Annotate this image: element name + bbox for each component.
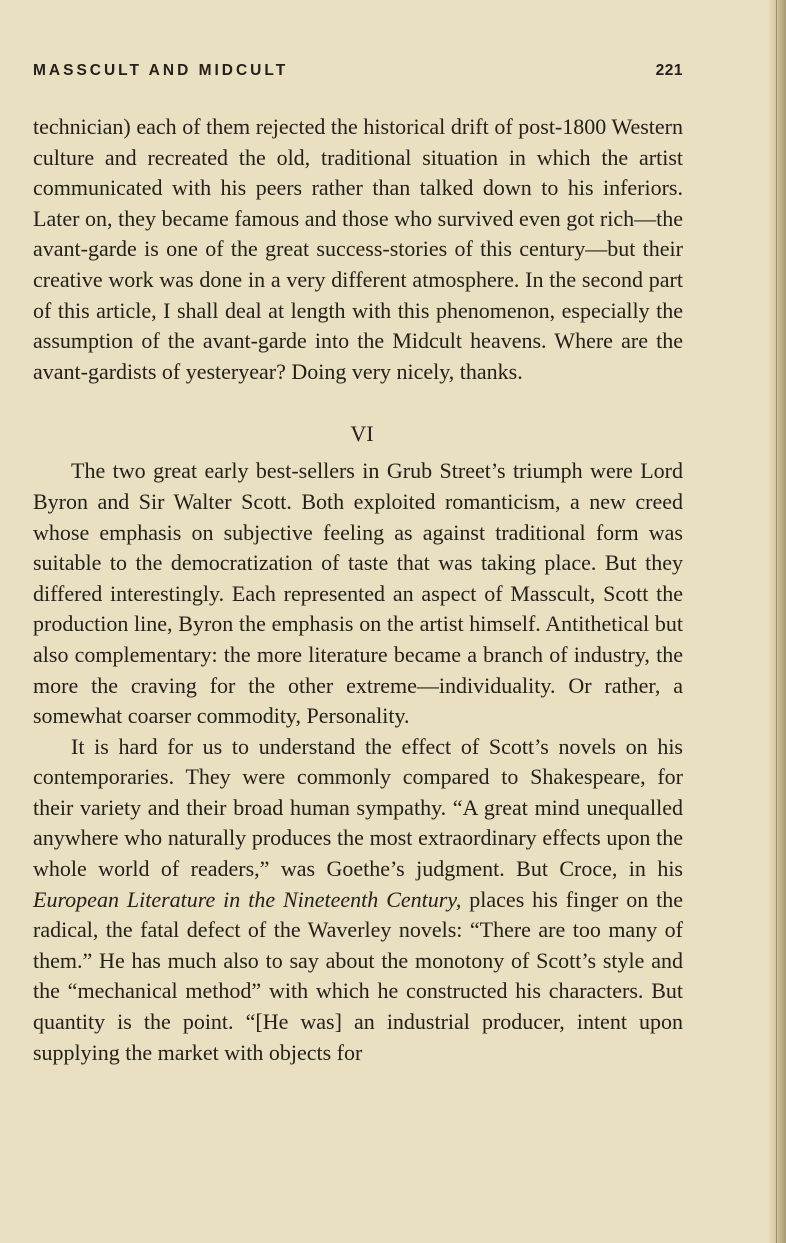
paragraph-text-part-2: places his finger on the radical, the fatal defect of the Waverley novels: “There are too many of them.” He has much also to say about the monotony of Scott’s style and the “mechanical method” with which he constructed his characters. But quantity is the point. “[He was] an industrial producer, intent upon supplying the market with objects for bbox=[33, 886, 683, 1065]
book-title: European Literature in the Nineteenth Century, bbox=[33, 886, 462, 912]
running-head bbox=[33, 60, 683, 88]
running-title: MASSCULT AND MIDCULT bbox=[33, 62, 289, 79]
section-number: VI bbox=[350, 421, 374, 447]
section-heading bbox=[33, 419, 683, 449]
paragraph-text-part-1: It is hard for us to understand the effect of Scott’s novels on his contemporaries. They were commonly compared to Shakespeare, for their variety and their broad human sympathy. “A great mind unequalled anywhere who naturally produces the most extraordinary effects upon the whole world of readers,” was Goethe’s judgment. But Croce, in his bbox=[33, 733, 683, 882]
paragraph-byron-scott: The two great early best-sellers in Grub Street’s triumph were Lord Byron and Sir Walter Scott. Both exploited romanticism, a new creed whose emphasis on subjective feeling as against traditional form was suitable to the democratization of taste that was taking place. But they differed interestingly. Each represented an aspect of Masscult, Scott the production line, Byron the emphasis on the artist himself. Antithetical but also complementary: the more literature became a branch of industry, the more the craving for the other extreme—individuality. Or rather, a somewhat coarser commodity, Personality. bbox=[33, 458, 683, 729]
paragraph-continued: technician) each of them rejected the historical drift of post-1800 Western culture and recreated the old, traditional situation in which the artist communicated with his peers rather than talked down to his inferiors. Later on, they became famous and those who survived even got rich—the avant-garde is one of the great success-stories of this century—but their creative work was done in a very different atmosphere. In the second part of this article, I shall deal at length with this phenomenon, especially the assumption of the avant-garde into the Midcult heavens. Where are the avant-gardists of yesteryear? Doing very nicely, thanks. bbox=[33, 114, 683, 384]
page-edge-line bbox=[776, 0, 777, 1243]
page-edge-shadow bbox=[768, 0, 786, 1243]
text-block bbox=[33, 112, 683, 1068]
page-number: 221 bbox=[655, 62, 683, 79]
paragraph-scott-contemporaries bbox=[33, 732, 683, 1069]
